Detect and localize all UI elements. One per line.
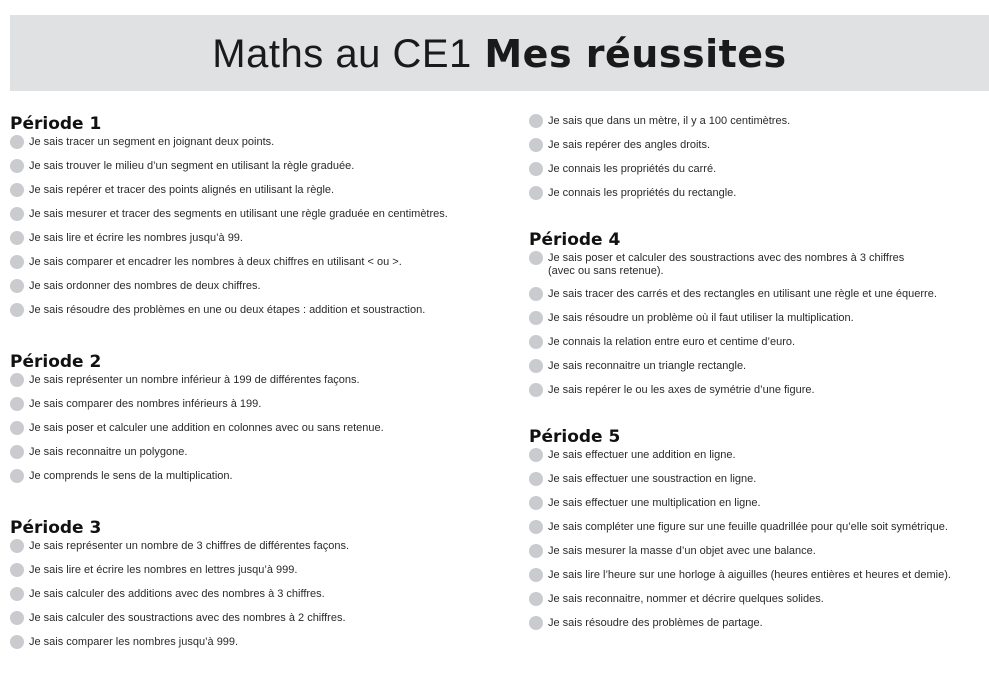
period-3-section [10, 516, 510, 660]
page-header [10, 15, 989, 91]
checklist-item[interactable]: Je sais effectuer une addition en ligne. [529, 449, 984, 473]
checkbox-circle-icon[interactable] [529, 592, 543, 606]
checklist-item[interactable]: Je sais résoudre un problème où il faut utiliser la multiplication. [529, 312, 984, 336]
checkbox-circle-icon[interactable] [529, 496, 543, 510]
checkbox-circle-icon[interactable] [529, 616, 543, 630]
period-1-title: Période 1 [10, 114, 102, 134]
checklist-item[interactable]: Je sais trouver le milieu d’un segment en utilisant la règle graduée. [10, 160, 510, 184]
title-bold: Mes réussites [484, 31, 787, 76]
checkbox-circle-icon[interactable] [10, 421, 24, 435]
checkbox-circle-icon[interactable] [10, 279, 24, 293]
checkbox-circle-icon[interactable] [10, 207, 24, 221]
checkbox-circle-icon[interactable] [529, 520, 543, 534]
checklist-item[interactable]: Je sais reconnaitre un polygone. [10, 446, 510, 470]
checklist-item[interactable]: Je comprends le sens de la multiplication. [10, 470, 510, 494]
checkbox-circle-icon[interactable] [529, 287, 543, 301]
checkbox-circle-icon[interactable] [10, 587, 24, 601]
period-5-title: Période 5 [529, 427, 621, 447]
checkbox-circle-icon[interactable] [529, 568, 543, 582]
checklist-item[interactable]: Je sais poser et calculer des soustractions avec des nombres à 3 chiffres (avec ou sans retenue). [529, 252, 984, 288]
checklist-item[interactable]: Je sais reconnaitre un triangle rectangle. [529, 360, 984, 384]
checkbox-circle-icon[interactable] [10, 611, 24, 625]
period-4-title: Période 4 [529, 230, 621, 250]
section-gap [10, 328, 510, 350]
checklist-item[interactable]: Je sais représenter un nombre de 3 chiffres de différentes façons. [10, 540, 510, 564]
checkbox-circle-icon[interactable] [529, 544, 543, 558]
checklist-item[interactable]: Je sais mesurer et tracer des segments en utilisant une règle graduée en centimètres. [10, 208, 510, 232]
checklist-item[interactable]: Je sais calculer des soustractions avec des nombres à 2 chiffres. [10, 612, 510, 636]
section-gap [10, 494, 510, 516]
checklist-item[interactable]: Je sais repérer le ou les axes de symétrie d’une figure. [529, 384, 984, 408]
checkbox-circle-icon[interactable] [10, 135, 24, 149]
checklist-item[interactable]: Je sais résoudre des problèmes de partage. [529, 617, 984, 641]
period-1-section [10, 112, 510, 328]
checkbox-circle-icon[interactable] [529, 472, 543, 486]
checklist-item[interactable]: Je sais reconnaitre, nommer et décrire quelques solides. [529, 593, 984, 617]
checkbox-circle-icon[interactable] [10, 635, 24, 649]
checkbox-circle-icon[interactable] [10, 231, 24, 245]
checklist-item[interactable]: Je sais comparer et encadrer les nombres à deux chiffres en utilisant < ou >. [10, 256, 510, 280]
checkbox-circle-icon[interactable] [529, 335, 543, 349]
checkbox-circle-icon[interactable] [10, 373, 24, 387]
left-column [10, 112, 510, 660]
checklist-item[interactable]: Je sais comparer des nombres inférieurs à 199. [10, 398, 510, 422]
checklist-item[interactable]: Je sais poser et calculer une addition en colonnes avec ou sans retenue. [10, 422, 510, 446]
checklist-item[interactable]: Je sais compléter une figure sur une feuille quadrillée pour qu’elle soit symétrique. [529, 521, 984, 545]
section-gap [529, 211, 984, 228]
checkbox-circle-icon[interactable] [529, 162, 543, 176]
period-4-section [529, 228, 984, 408]
checkbox-circle-icon[interactable] [529, 448, 543, 462]
right-column [529, 115, 984, 641]
checkbox-circle-icon[interactable] [10, 469, 24, 483]
page-title [212, 32, 786, 77]
checklist-item[interactable]: Je sais que dans un mètre, il y a 100 centimètres. [529, 115, 984, 139]
checklist-item[interactable]: Je connais les propriétés du carré. [529, 163, 984, 187]
checklist-item[interactable]: Je connais la relation entre euro et centime d’euro. [529, 336, 984, 360]
checklist-item[interactable]: Je sais effectuer une multiplication en ligne. [529, 497, 984, 521]
period-5-section [529, 425, 984, 641]
checklist-item[interactable]: Je sais représenter un nombre inférieur à 199 de différentes façons. [10, 374, 510, 398]
checkbox-circle-icon[interactable] [10, 183, 24, 197]
period-3-title: Période 3 [10, 518, 102, 538]
checkbox-circle-icon[interactable] [529, 383, 543, 397]
checklist-item[interactable]: Je sais tracer des carrés et des rectangles en utilisant une règle et une équerre. [529, 288, 984, 312]
checklist-item[interactable]: Je sais résoudre des problèmes en une ou deux étapes : addition et soustraction. [10, 304, 510, 328]
checklist-item[interactable]: Je sais comparer les nombres jusqu’à 999. [10, 636, 510, 660]
period-3-continued-section [529, 115, 984, 211]
checkbox-circle-icon[interactable] [529, 359, 543, 373]
checklist-item[interactable]: Je sais repérer et tracer des points alignés en utilisant la règle. [10, 184, 510, 208]
checkbox-circle-icon[interactable] [529, 114, 543, 128]
checklist-item[interactable]: Je sais mesurer la masse d’un objet avec une balance. [529, 545, 984, 569]
period-2-section [10, 350, 510, 494]
checkbox-circle-icon[interactable] [529, 186, 543, 200]
checklist-item[interactable]: Je sais effectuer une soustraction en ligne. [529, 473, 984, 497]
section-gap [529, 408, 984, 425]
checklist-item[interactable]: Je connais les propriétés du rectangle. [529, 187, 984, 211]
checkbox-circle-icon[interactable] [529, 138, 543, 152]
checklist-item[interactable]: Je sais tracer un segment en joignant deux points. [10, 136, 510, 160]
checkbox-circle-icon[interactable] [10, 397, 24, 411]
checkbox-circle-icon[interactable] [10, 563, 24, 577]
checkbox-circle-icon[interactable] [529, 251, 543, 265]
checklist-item[interactable]: Je sais ordonner des nombres de deux chiffres. [10, 280, 510, 304]
checkbox-circle-icon[interactable] [10, 539, 24, 553]
period-2-title: Période 2 [10, 352, 102, 372]
checkbox-circle-icon[interactable] [10, 159, 24, 173]
checkbox-circle-icon[interactable] [10, 255, 24, 269]
checklist-item[interactable]: Je sais repérer des angles droits. [529, 139, 984, 163]
checkbox-circle-icon[interactable] [10, 445, 24, 459]
title-light: Maths au CE1 [212, 31, 472, 76]
checklist-item[interactable]: Je sais calculer des additions avec des nombres à 3 chiffres. [10, 588, 510, 612]
checklist-item[interactable]: Je sais lire l’heure sur une horloge à aiguilles (heures entières et heures et demie). [529, 569, 984, 593]
checkbox-circle-icon[interactable] [529, 311, 543, 325]
checkbox-circle-icon[interactable] [10, 303, 24, 317]
checklist-item[interactable]: Je sais lire et écrire les nombres jusqu’à 99. [10, 232, 510, 256]
checklist-item[interactable]: Je sais lire et écrire les nombres en lettres jusqu’à 999. [10, 564, 510, 588]
